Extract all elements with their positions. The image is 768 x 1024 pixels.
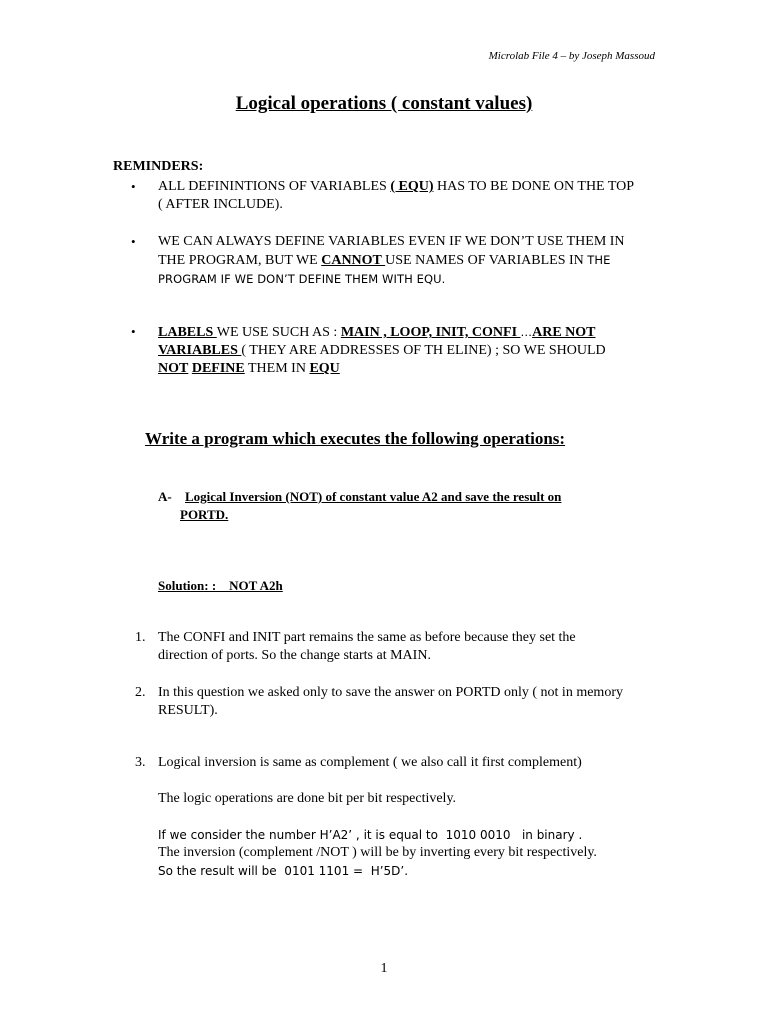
bullet-icon: • [131, 324, 136, 339]
reminder-item-1 [158, 178, 638, 214]
page-number: 1 [380, 961, 388, 976]
paragraph-result: So the result will be 0101 1101 = H’5D’. [158, 864, 409, 878]
reminder-item-3 [158, 323, 638, 378]
reminder-3-are-not: ARE NOT [532, 325, 596, 340]
step-text: Logical inversion is same as complement ( we also call it first complement) [158, 755, 582, 770]
reminder-3-define: DEFINE [191, 361, 245, 376]
paragraph-inversion: The inversion (complement /NOT ) will be by inverting every bit respectively. [158, 845, 597, 860]
paragraph-consider: If we consider the number H’A2’ , it is equal to 1010 0010 in binary . [158, 828, 583, 842]
reminder-3-them-in: THEM IN [244, 361, 310, 376]
reminder-1-post: HAS TO BE DONE ON THE TOP ( AFTER INCLUDE). [158, 179, 634, 212]
bullet-icon: • [131, 179, 136, 194]
bullet-icon: • [131, 234, 136, 249]
step-number: 2. [135, 685, 146, 700]
step-number: 3. [135, 755, 146, 770]
reminder-item-2 [158, 233, 638, 289]
header-note: Microlab File 4 – by Joseph Massoud [488, 50, 655, 62]
reminder-3-mid: ( THEY ARE ADDRESSES OF TH ELINE) ; SO WE SHOULD [241, 343, 606, 358]
part-a-line2: PORTD. [180, 507, 229, 522]
reminder-2-tail: THE PROGRAM IF WE DON’T DEFINE THEM WITH EQU. [158, 253, 611, 286]
reminder-3-not: NOT [158, 361, 189, 376]
page-title-text: Logical operations ( constant values) [235, 93, 533, 114]
reminder-2-pre: WE CAN ALWAYS DEFINE VARIABLES EVEN IF WE DON’T USE THEM IN THE PROGRAM, BUT WE [158, 234, 625, 268]
reminder-3-we-use: WE USE SUCH AS : [216, 325, 341, 340]
task-heading: Write a program which executes the following operations: [145, 429, 566, 448]
step-number: 1. [135, 630, 146, 645]
step-text: In this question we asked only to save the answer on PORTD only ( not in memory RESULT). [158, 685, 623, 718]
reminder-3-dots: … [520, 325, 533, 339]
reminder-3-labels: LABELS [158, 325, 217, 340]
part-a-line1 [185, 488, 635, 506]
paragraph-bit-per-bit: The logic operations are done bit per bit respectively. [158, 791, 457, 806]
reminder-2-cannot: CANNOT [321, 253, 386, 268]
part-a-label: A- [158, 489, 172, 504]
reminder-3-equ: EQU [309, 361, 340, 376]
step-text: The CONFI and INIT part remains the same as before because they set the direction of ports. So the change starts at MAIN. [158, 630, 576, 663]
reminder-3-variables: VARIABLES [158, 343, 242, 358]
part-a-line1-text: Logical Inversion (NOT) of constant value A2 and save the result on [185, 489, 562, 504]
reminder-1-equ: ( EQU) [390, 179, 434, 194]
reminder-2-mid: USE NAMES OF VARIABLES IN [385, 253, 588, 268]
solution-line: Solution: : NOT A2h [158, 578, 283, 593]
reminders-heading: REMINDERS: [113, 159, 204, 174]
reminder-1-pre: ALL DEFININTIONS OF VARIABLES [158, 179, 391, 194]
page-title [0, 95, 768, 113]
reminder-3-names: MAIN , LOOP, INIT, CONFI [340, 325, 521, 340]
